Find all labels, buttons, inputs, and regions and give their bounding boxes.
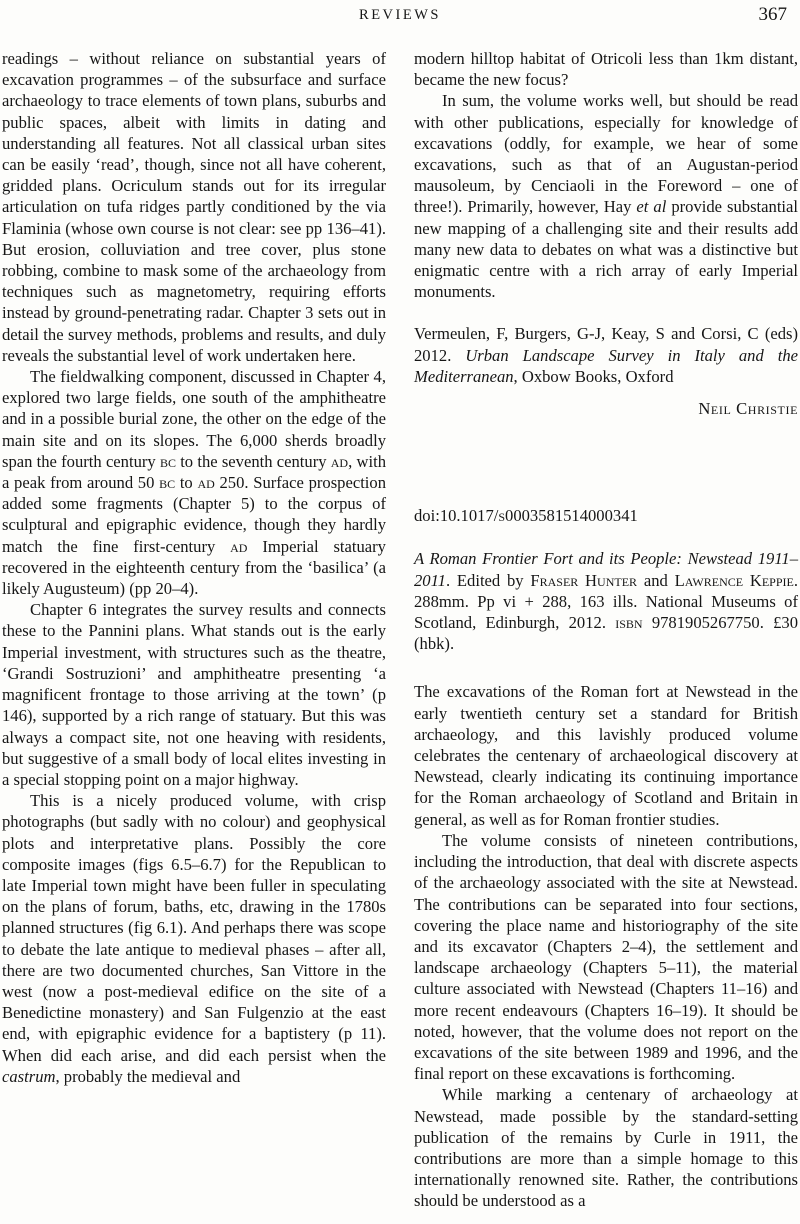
text-segment: s0003581514000341 [498,506,638,526]
text-segment: A Roman Frontier Fort and its People: Newstead 1911–2011 [414,549,798,590]
continuation-paragraph [2,48,386,366]
review-opening [414,681,798,829]
text-segment: Urban Landscape Survey in Italy and the Mediterranean [414,345,799,386]
text-segment: ad [230,536,248,556]
paragraph [414,830,798,1084]
text-segment: Fraser Hunter [530,570,638,590]
citation [414,323,798,387]
paragraph [2,790,386,1087]
text-segment: ad [330,451,349,471]
text-segment: et al [636,197,667,217]
text-segment: doi:10.1017/ [414,506,499,526]
text-segment: The excavations of the Roman fort at Newstead in the early twentieth century set a standard for British archaeology, and this lavishly produced volume celebrates the centenary of archaeological discovery at Newstead, clearly indicating its continuing importance for the Roman archaeology of Scotland and Britain in general, as well as for Roman frontier studies. [414,682,798,829]
doi-line [414,505,798,526]
text-segment: Lawrence Keppie [674,570,794,590]
signature [414,398,798,419]
text-segment: bc [159,451,176,471]
left-column [2,48,386,1212]
text-segment: , probably the medieval and [55,1066,241,1086]
text-segment: , Oxbow Books, Oxford [513,366,674,386]
text-segment: . Edited by [445,570,531,590]
text-segment: , with a peak from around 50 [2,451,386,493]
text-segment: bc [159,473,176,493]
text-segment: . 288mm. Pp vi + 288, 163 ills. National Museums of Scotland, Edinburgh, 2012. [414,570,798,633]
paragraph [414,90,798,302]
continuation-paragraph [414,48,798,90]
paragraph [2,599,386,790]
text-segment: Imperial statuary recovered in the eighteenth century from the ‘basilica’ (a likely Augusteum) (pp 20–4). [2,536,386,599]
text-segment: This is a nicely produced volume, with crisp photographs (but sadly with no colour) and geophysical plots and interpretative plans. Possibly the core composite images (figs 6.5–6.7) for the Republican to late Imperial town might have been fuller in speculating on the plans of forum, baths, etc, drawing in the 1780s planned structures (fig 6.1). And perhaps there was scope to debate the late antique to medieval phases – after all, there are two documented churches, San Vittore in the west (now a post-medieval edifice on the site of a Benedictine monastery) and San Fulgenzio at the east end, with epigraphic evidence for a baptistery (p 11). When did each arise, and did each persist when the [2,791,386,1065]
text-segment: ad [197,473,215,493]
text-segment: The volume consists of nineteen contributions, including the introduction, that deal with discrete aspects of the archaeology associated with the site at Newstead. The contributions can be separated into four sections, covering the place name and historiography of the site and its excavator (Chapters 2–4), the settlement and landscape archaeology (Chapters 5–11), the material culture associated with Newstead (Chapters 11–16) and more recent endeavours (Chapters 16–19). It should be noted, however, that the volume does not report on the excavations of the site between 1989 and 1996, and the final report on these excavations is forthcoming. [414,830,798,1084]
text-segment: Vermeulen, F, Burgers, G-J, Keay, S and Corsi, C (eds) 2012. [414,324,798,365]
text-segment: Neil Christie [698,399,798,419]
text-segment: provide substantial new mapping of a challenging site and their results add many new data to debates on what was a distinctive but enigmatic centre with a rich array of early Imperial monuments. [414,197,799,302]
text-segment: 250. Surface prospection added some fragments (Chapter 5) to the corpus of sculptural and epigraphic evidence, though they hardly match the fine first-century [2,473,387,556]
text-segment: 9781905267750. £30 (hbk). [414,613,798,654]
text-segment: The fieldwalking component, discussed in Chapter 4, explored two large fields, one south of the amphitheatre and in a possible burial zone, the other on the edge of the main site and on its slopes. The 6,000 sherds broadly span the fourth century [2,367,386,471]
text-segment: In sum, the volume works well, but should be read with other publications, especially for knowledge of excavations (oddly, for example, we hear of some excavations, such as that of an Augustan-period mausoleum, by Cenciaoli in the Foreword – one of three!). Primarily, however, Hay [414,91,798,217]
two-column-text [2,48,798,1212]
text-segment: readings – without reliance on substantial years of excavation programmes – of the subsurface and surface archaeology to trace elements of town plans, suburbs and public spaces, albeit with limits in dating and understanding all features. Not all classical urban sites can be easily ‘read’, though, since not all have coherent, gridded plans. Ocriculum stands out for its irregular articulation on tufa ridges partly conditioned by the via Flaminia (whose own course is not clear: see pp 136–41). But erosion, colluviation and tree cover, plus stone robbing, combine to mask some of the archaeology from techniques such as magnetometry, requiring efforts instead by ground-penetrating radar. Chapter 3 sets out in detail the survey methods, problems and results, and duly reveals the substantial level of work undertaken here. [2,49,386,365]
paragraph [414,1084,798,1211]
text-segment: While marking a centenary of archaeology at Newstead, made possible by the standard-setting publication of the remains by Curle in 1911, the contributions are more than a simple homage to this internationally renowned site. Rather, the contributions should be understood as a [414,1085,798,1211]
paragraph [2,366,386,599]
running-head: REVIEWS [359,7,441,23]
page-header [2,5,798,25]
text-segment: castrum [2,1066,56,1086]
book-heading [414,548,798,654]
page-number: 367 [758,4,787,25]
text-segment: modern hilltop habitat of Otricoli less than 1km distant, became the new focus? [414,49,798,90]
text-segment: to the seventh century [175,451,331,471]
right-column [414,48,798,1212]
text-segment: and [637,570,675,590]
text-segment: Chapter 6 integrates the survey results and connects these to the Pannini plans. What stands out is the early Imperial investment, with structures such as the theatre, ‘Grandi Sostruzioni’ and amphitheatre presenting ‘a magnificent frontage to those arriving at the town’ (p 146), supported by a rich range of statuary. But this was always a compact site, not one heaving with residents, but suggestive of a small body of local elites investing in a special stopping point on a major highway. [2,600,386,789]
text-segment: to [175,473,198,493]
text-segment: isbn [615,613,643,633]
